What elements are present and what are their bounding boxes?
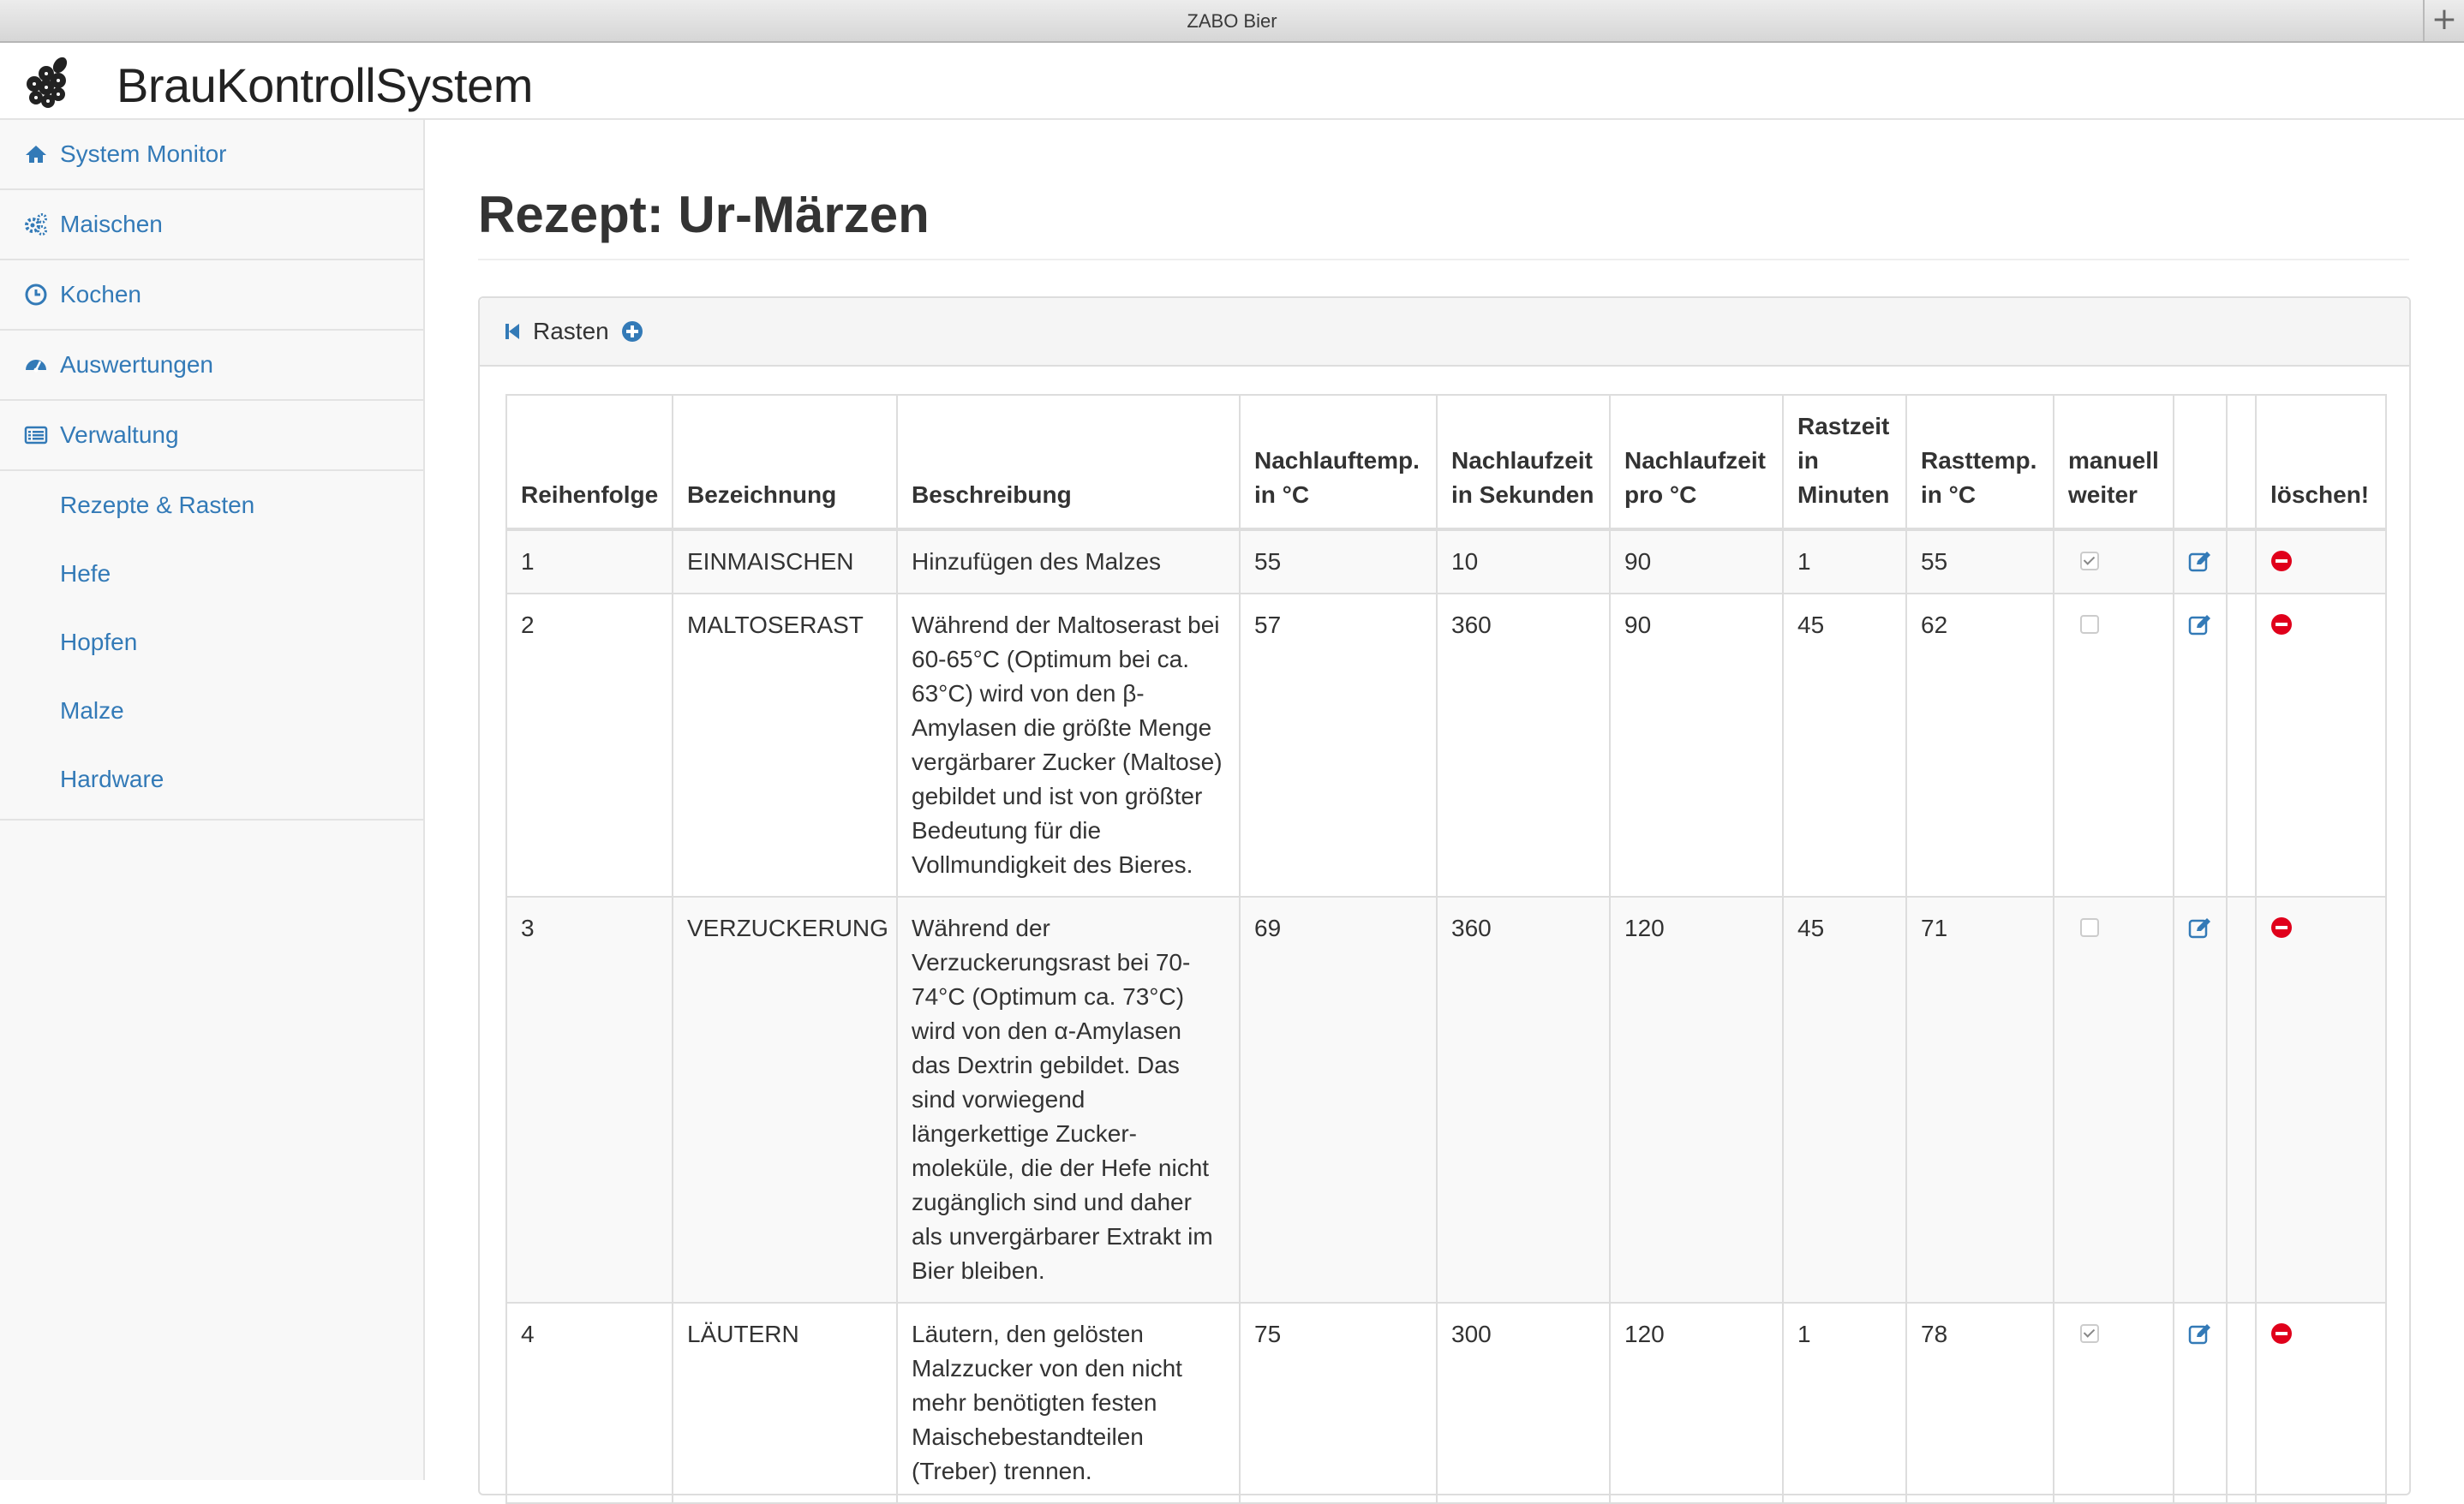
sidebar-item-label: Maischen	[60, 211, 163, 237]
table-row	[506, 1303, 2386, 1503]
cell-rastzeit: 45	[1783, 897, 1906, 1303]
manuell-weiter-checkbox[interactable]	[2080, 918, 2099, 937]
cell-blank	[2227, 529, 2256, 594]
hop-icon	[21, 55, 75, 110]
column-header-beschreibung: Beschreibung	[897, 395, 1240, 529]
cell-blank	[2227, 897, 2256, 1303]
window-titlebar	[0, 0, 2464, 43]
cell-nachlauftemp: 57	[1240, 594, 1437, 897]
delete-icon[interactable]	[2270, 1322, 2293, 1345]
home-icon	[24, 142, 48, 166]
rasten-panel	[478, 296, 2411, 1495]
manuell-weiter-checkbox[interactable]	[2080, 615, 2099, 634]
sidebar-subitem-hardware[interactable]: Hardware	[60, 766, 164, 792]
column-header-manuell-weiter: manuell weiter	[2054, 395, 2174, 529]
main-content	[425, 120, 2464, 1484]
page-title: Rezept: Ur-Märzen	[478, 186, 930, 243]
cell-reihenfolge: 1	[506, 529, 673, 594]
cell-rasttemp: 62	[1906, 594, 2054, 897]
cell-nachlaufzeit-pro-grad: 90	[1610, 594, 1783, 897]
sidebar-item-label: Verwaltung	[60, 421, 179, 448]
step-backward-icon[interactable]	[504, 321, 521, 342]
cell-manuell-weiter	[2054, 897, 2174, 1303]
cell-nachlauftemp: 55	[1240, 529, 1437, 594]
cell-reihenfolge: 4	[506, 1303, 673, 1503]
edit-icon[interactable]	[2188, 916, 2212, 939]
cell-nachlaufzeit: 360	[1437, 594, 1610, 897]
manuell-weiter-checkbox[interactable]	[2080, 552, 2099, 570]
sidebar-subitem-hefe[interactable]: Hefe	[60, 560, 111, 587]
clock-icon	[24, 283, 48, 307]
new-tab-button[interactable]: +	[2423, 0, 2464, 41]
rasten-table-wrap	[505, 394, 2385, 1504]
sidebar-item-system-monitor[interactable]	[0, 120, 423, 190]
cell-nachlauftemp: 75	[1240, 1303, 1437, 1503]
cell-rasttemp: 78	[1906, 1303, 2054, 1503]
cell-beschreibung: Während der Verzuckerungsrast bei 70-74°C (Optimum ca. 73°C) wird von den α-Amylasen das Dextrin gebildet. Das sind vorwiegend längerkettige Zucker-moleküle, die der Hefe nicht zugänglich sind und daher als unvergärbarer Extrakt im Bier bleiben.	[897, 897, 1240, 1303]
manuell-weiter-checkbox[interactable]	[2080, 1324, 2099, 1343]
app-header	[0, 43, 2464, 120]
cell-loeschen	[2256, 897, 2386, 1303]
delete-icon[interactable]	[2270, 550, 2293, 572]
rasten-table	[505, 394, 2387, 1504]
cell-bezeichnung: MALTOSERAST	[673, 594, 897, 897]
cell-beschreibung: Während der Maltoserast bei 60-65°C (Optimum bei ca. 63°C) wird von den β-Amylasen die größte Menge vergärbarer Zucker (Maltose) gebildet und ist von größter Bedeutung für die Vollmundigkeit des Bieres.	[897, 594, 1240, 897]
cell-edit	[2174, 1303, 2227, 1503]
sidebar-item-label: System Monitor	[60, 140, 227, 167]
app-brand[interactable]: BrauKontrollSystem	[117, 58, 533, 112]
cell-rastzeit: 1	[1783, 1303, 1906, 1503]
gears-icon	[24, 212, 48, 236]
column-header-nachlauftemp: Nachlauftemp. in °C	[1240, 395, 1437, 529]
column-header-rastzeit: Rastzeit in Minuten	[1783, 395, 1906, 529]
cell-rastzeit: 45	[1783, 594, 1906, 897]
title-divider	[478, 259, 2409, 260]
cell-bezeichnung: LÄUTERN	[673, 1303, 897, 1503]
cell-manuell-weiter	[2054, 529, 2174, 594]
column-header-loeschen: löschen!	[2256, 395, 2386, 529]
dashboard-icon	[24, 353, 48, 377]
cell-loeschen	[2256, 529, 2386, 594]
delete-icon[interactable]	[2270, 613, 2293, 636]
column-header-nachlaufzeit-pro-grad: Nachlaufzeit pro °C	[1610, 395, 1783, 529]
cell-loeschen	[2256, 1303, 2386, 1503]
column-header-blank	[2227, 395, 2256, 529]
table-row	[506, 594, 2386, 897]
panel-heading	[480, 298, 2409, 367]
table-row	[506, 529, 2386, 594]
cell-nachlaufzeit-pro-grad: 120	[1610, 1303, 1783, 1503]
cell-bezeichnung: EINMAISCHEN	[673, 529, 897, 594]
table-header-row	[506, 395, 2386, 529]
column-header-rasttemp: Rasttemp. in °C	[1906, 395, 2054, 529]
cell-nachlaufzeit: 360	[1437, 897, 1610, 1303]
column-header-bezeichnung: Bezeichnung	[673, 395, 897, 529]
sidebar-item-label: Auswertungen	[60, 351, 214, 378]
cell-rastzeit: 1	[1783, 529, 1906, 594]
cell-bezeichnung: VERZUCKERUNG	[673, 897, 897, 1303]
table-body	[506, 529, 2386, 1503]
cell-blank	[2227, 1303, 2256, 1503]
sidebar-item-verwaltung[interactable]	[0, 401, 423, 471]
cell-edit	[2174, 594, 2227, 897]
column-header-edit	[2174, 395, 2227, 529]
edit-icon[interactable]	[2188, 550, 2212, 572]
panel-heading-label: Rasten	[533, 318, 609, 344]
table-row	[506, 897, 2386, 1303]
window-title: ZABO Bier	[1187, 10, 1277, 32]
sidebar-subitem-rezepte-rasten[interactable]: Rezepte & Rasten	[60, 492, 255, 518]
cell-edit	[2174, 529, 2227, 594]
cell-beschreibung: Hinzufügen des Malzes	[897, 529, 1240, 594]
column-header-reihenfolge: Reihenfolge	[506, 395, 673, 529]
add-rast-icon[interactable]	[621, 320, 643, 343]
sidebar-item-label: Kochen	[60, 281, 141, 307]
delete-icon[interactable]	[2270, 916, 2293, 939]
cell-nachlauftemp: 69	[1240, 897, 1437, 1303]
sidebar-item-kochen[interactable]	[0, 260, 423, 331]
cell-rasttemp: 71	[1906, 897, 2054, 1303]
cell-manuell-weiter	[2054, 594, 2174, 897]
cell-reihenfolge: 2	[506, 594, 673, 897]
edit-icon[interactable]	[2188, 613, 2212, 636]
cell-rasttemp: 55	[1906, 529, 2054, 594]
sidebar-item-maischen[interactable]	[0, 190, 423, 260]
sidebar	[0, 120, 425, 1480]
edit-icon[interactable]	[2188, 1322, 2212, 1345]
cell-manuell-weiter	[2054, 1303, 2174, 1503]
cell-blank	[2227, 594, 2256, 897]
sidebar-item-auswertungen[interactable]	[0, 331, 423, 401]
sidebar-submenu	[0, 471, 423, 821]
sidebar-subitem-malze[interactable]: Malze	[60, 697, 124, 724]
cell-nachlaufzeit: 10	[1437, 529, 1610, 594]
cell-nachlaufzeit-pro-grad: 90	[1610, 529, 1783, 594]
cell-reihenfolge: 3	[506, 897, 673, 1303]
cell-edit	[2174, 897, 2227, 1303]
cell-beschreibung: Läutern, den gelösten Malzzucker von den nicht mehr benötigten festen Maischebestandteilen (Treber) trennen.	[897, 1303, 1240, 1503]
column-header-nachlaufzeit: Nachlaufzeit in Sekunden	[1437, 395, 1610, 529]
list-icon	[24, 423, 48, 447]
cell-nachlaufzeit-pro-grad: 120	[1610, 897, 1783, 1303]
sidebar-subitem-hopfen[interactable]: Hopfen	[60, 629, 138, 655]
cell-loeschen	[2256, 594, 2386, 897]
cell-nachlaufzeit: 300	[1437, 1303, 1610, 1503]
